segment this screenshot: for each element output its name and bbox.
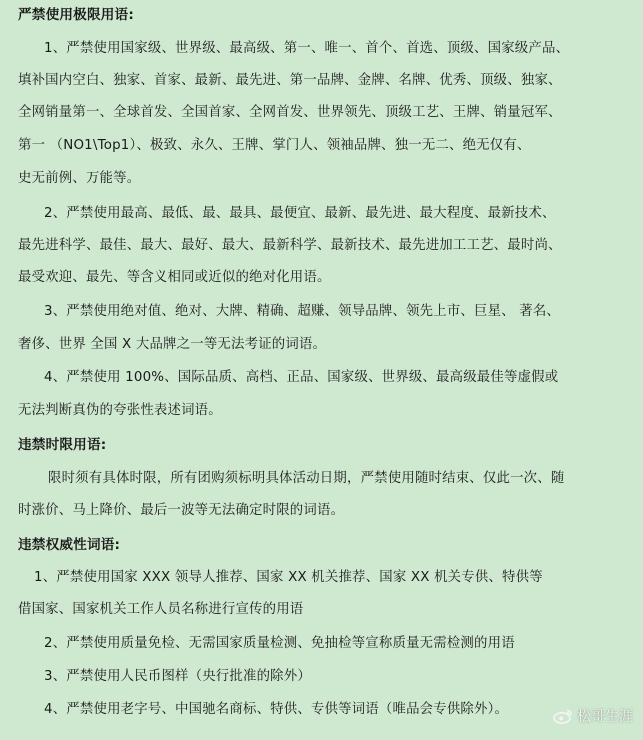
text-line: 第一 （NO1\Top1）、极致、永久、王牌、掌门人、领袖品牌、独一无二、绝无仅有、 xyxy=(18,138,531,153)
section-heading-time-limit-terms: 违禁时限用语: xyxy=(18,437,107,453)
watermark-text: 松哥生涯 xyxy=(577,709,633,725)
watermark xyxy=(553,706,633,726)
text-line: 最先进科学、最佳、最大、最好、最大、最新科学、最新技术、最先进加工工艺、最时尚、 xyxy=(18,238,562,253)
text-line: 限时须有具体时限，所有团购须标明具体活动日期，严禁使用随时结束、仅此一次、随 xyxy=(48,471,565,486)
text-line: 借国家、国家机关工作人员名称进行宣传的用语 xyxy=(18,602,304,617)
text-line: 1、严禁使用国家级、世界级、最高级、第一、唯一、首个、首选、顶级、国家级产品、 xyxy=(44,41,570,56)
text-line: 填补国内空白、独家、首家、最新、最先进、第一品牌、金牌、名牌、优秀、顶级、独家、 xyxy=(18,73,562,88)
weibo-icon xyxy=(553,708,573,724)
text-line: 最受欢迎、最先、等含义相同或近似的绝对化用语。 xyxy=(18,270,331,285)
text-line: 史无前例、万能等。 xyxy=(18,171,141,186)
section-heading-extreme-terms: 严禁使用极限用语: xyxy=(18,7,134,23)
text-line: 奢侈、世界 全国 X 大品牌之一等无法考证的词语。 xyxy=(18,337,327,352)
text-line: 2、严禁使用最高、最低、最、最具、最便宜、最新、最先进、最大程度、最新技术、 xyxy=(44,206,556,221)
text-line: 4、严禁使用 100%、国际品质、高档、正品、国家级、世界级、最高级最佳等虚假或 xyxy=(44,370,559,385)
text-line: 4、严禁使用老字号、中国驰名商标、特供、专供等词语（唯品会专供除外）。 xyxy=(44,702,509,717)
text-line: 时涨价、马上降价、最后一波等无法确定时限的词语。 xyxy=(18,503,345,518)
text-line: 全网销量第一、全球首发、全国首家、全网首发、世界领先、顶级工艺、王牌、销量冠军、 xyxy=(18,105,562,120)
text-line: 3、严禁使用人民币图样（央行批准的除外） xyxy=(44,669,311,684)
text-line: 2、严禁使用质量免检、无需国家质量检测、免抽检等宣称质量无需检测的用语 xyxy=(44,636,515,651)
text-line: 3、严禁使用绝对值、绝对、大牌、精确、超赚、领导品牌、领先上市、巨星、 著名、 xyxy=(44,304,561,319)
section-heading-authority-terms: 违禁权威性词语: xyxy=(18,537,121,553)
text-line: 1、严禁使用国家 XXX 领导人推荐、国家 XX 机关推荐、国家 XX 机关专供、特供等 xyxy=(34,570,543,585)
text-line: 无法判断真伪的夸张性表述词语。 xyxy=(18,403,222,418)
